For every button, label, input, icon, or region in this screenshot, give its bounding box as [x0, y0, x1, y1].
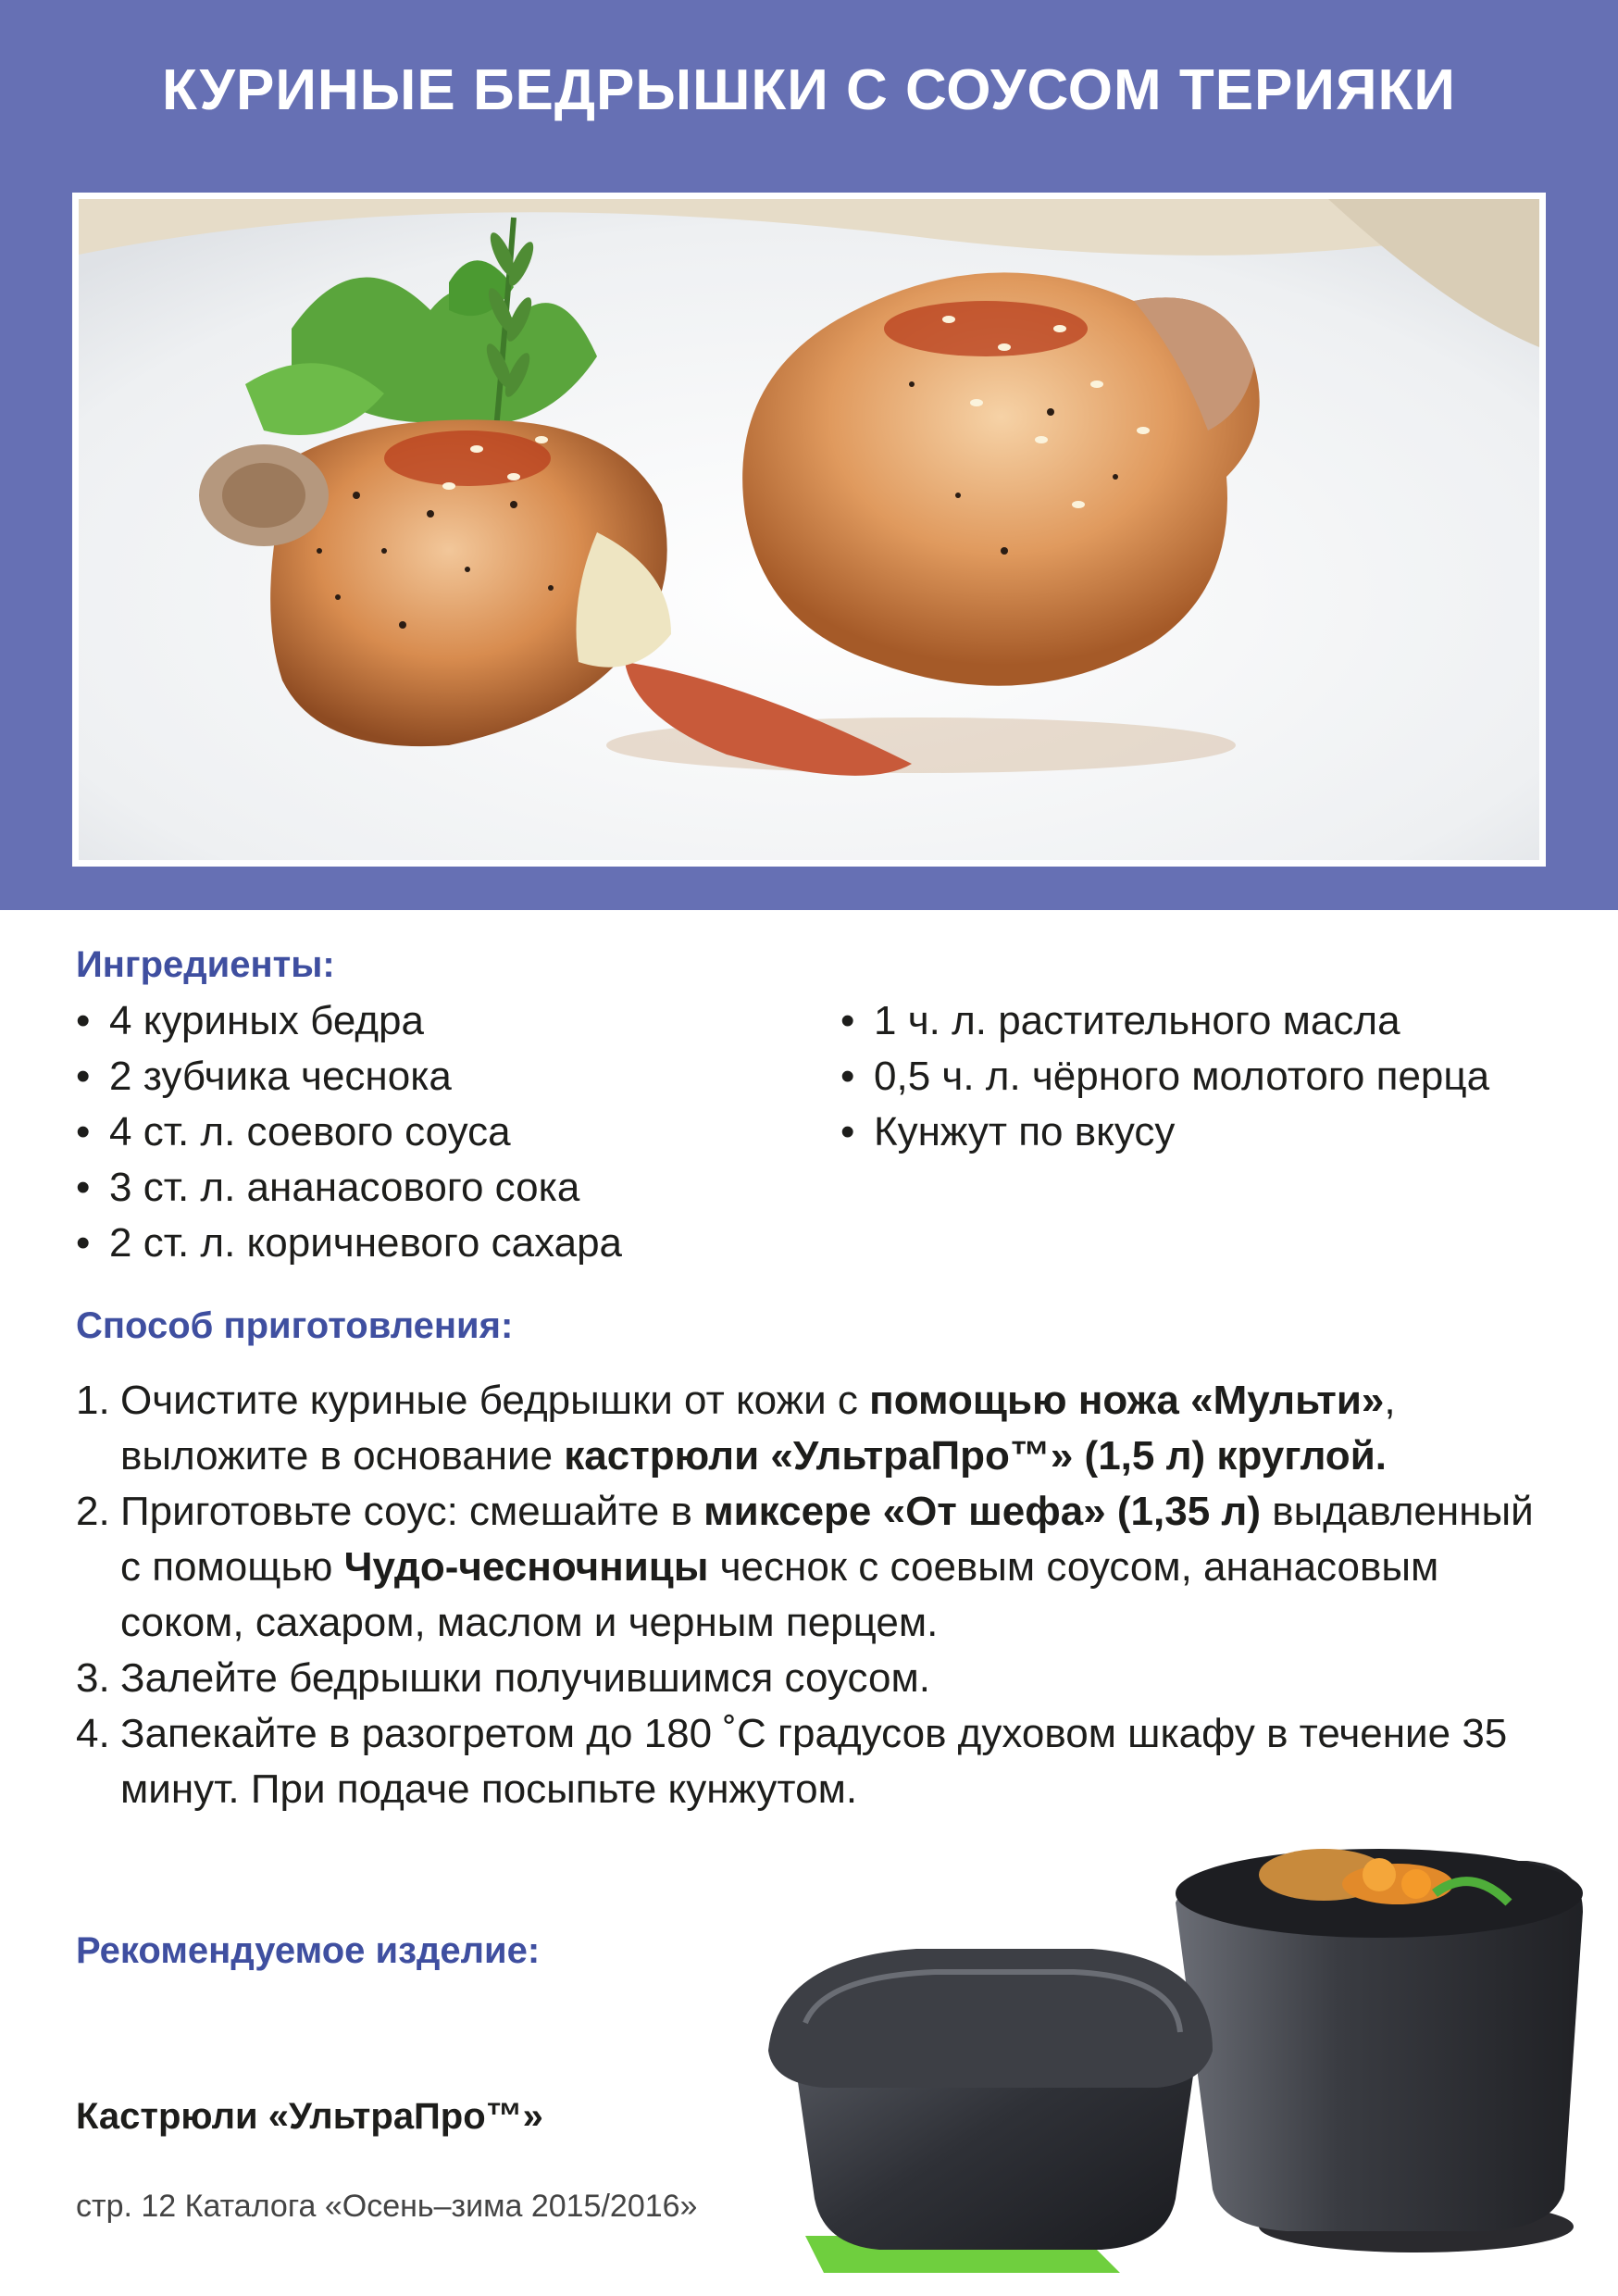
step-text: выдавленный с помощью [120, 1489, 1534, 1590]
step-number: 2. [76, 1489, 110, 1534]
product-photo [768, 1838, 1592, 2273]
list-item: • 1 ч. л. растительного масла [840, 993, 1544, 1049]
method-steps [76, 1373, 1557, 1817]
method-step [76, 1373, 1557, 1484]
header-band [0, 0, 1618, 910]
dish-photo-frame [72, 193, 1546, 867]
recommended-heading: Рекомендуемое изделие: [76, 1930, 541, 1971]
step-text: Запекайте в разогретом до 180 ˚С градусов духовом шкафу в течение 35 минут. При подаче посыпьте кунжутом. [120, 1711, 1508, 1812]
step-text: Приготовьте соус: смешайте в [120, 1489, 704, 1534]
step-text: Очистите куриные бедрышки от кожи с [120, 1378, 870, 1423]
product-name: Кастрюли «УльтраПро™» [76, 2096, 543, 2137]
step-number: 4. [76, 1711, 110, 1756]
catalog-reference: стр. 12 Каталога «Осень–зима 2015/2016» [76, 2189, 698, 2224]
method-step [76, 1706, 1557, 1817]
step-text-bold: Чудо-чесночницы [343, 1544, 709, 1590]
list-item: • 4 ст. л. соевого соуса [76, 1104, 835, 1160]
list-item: • 0,5 ч. л. чёрного молотого перца [840, 1049, 1544, 1104]
step-number: 3. [76, 1655, 110, 1701]
list-item: • 2 зубчика чеснока [76, 1049, 835, 1104]
list-item: • 2 ст. л. коричневого сахара [76, 1216, 835, 1271]
list-item: • 4 куриных бедра [76, 993, 835, 1049]
recipe-title: КУРИНЫЕ БЕДРЫШКИ С СОУСОМ ТЕРИЯКИ [162, 58, 1456, 122]
method-heading: Способ приготовления: [76, 1305, 514, 1346]
step-text-bold: кастрюли «УльтраПро™» (1,5 л) круглой. [564, 1433, 1387, 1479]
step-text: Залейте бедрышки получившимся соусом. [120, 1655, 930, 1701]
step-text-bold: помощью ножа «Мульти» [869, 1378, 1385, 1423]
list-item: • 3 ст. л. ананасового сока [76, 1160, 835, 1216]
ingredients-heading: Ингредиенты: [76, 944, 335, 985]
step-text-bold: миксере «От шефа» (1,35 л) [703, 1489, 1262, 1534]
method-step [76, 1651, 1557, 1706]
step-text: чеснок с соевым соусом, ананасовым соком, сахаром, маслом и черным перцем. [120, 1544, 1439, 1645]
ingredients-list-right [840, 993, 1544, 1160]
dish-photo [79, 199, 1539, 860]
ingredients-list-left [76, 993, 835, 1271]
method-step [76, 1484, 1557, 1651]
step-text: , выложите в основание [120, 1378, 1396, 1479]
list-item: • Кунжут по вкусу [840, 1104, 1544, 1160]
step-number: 1. [76, 1378, 110, 1423]
